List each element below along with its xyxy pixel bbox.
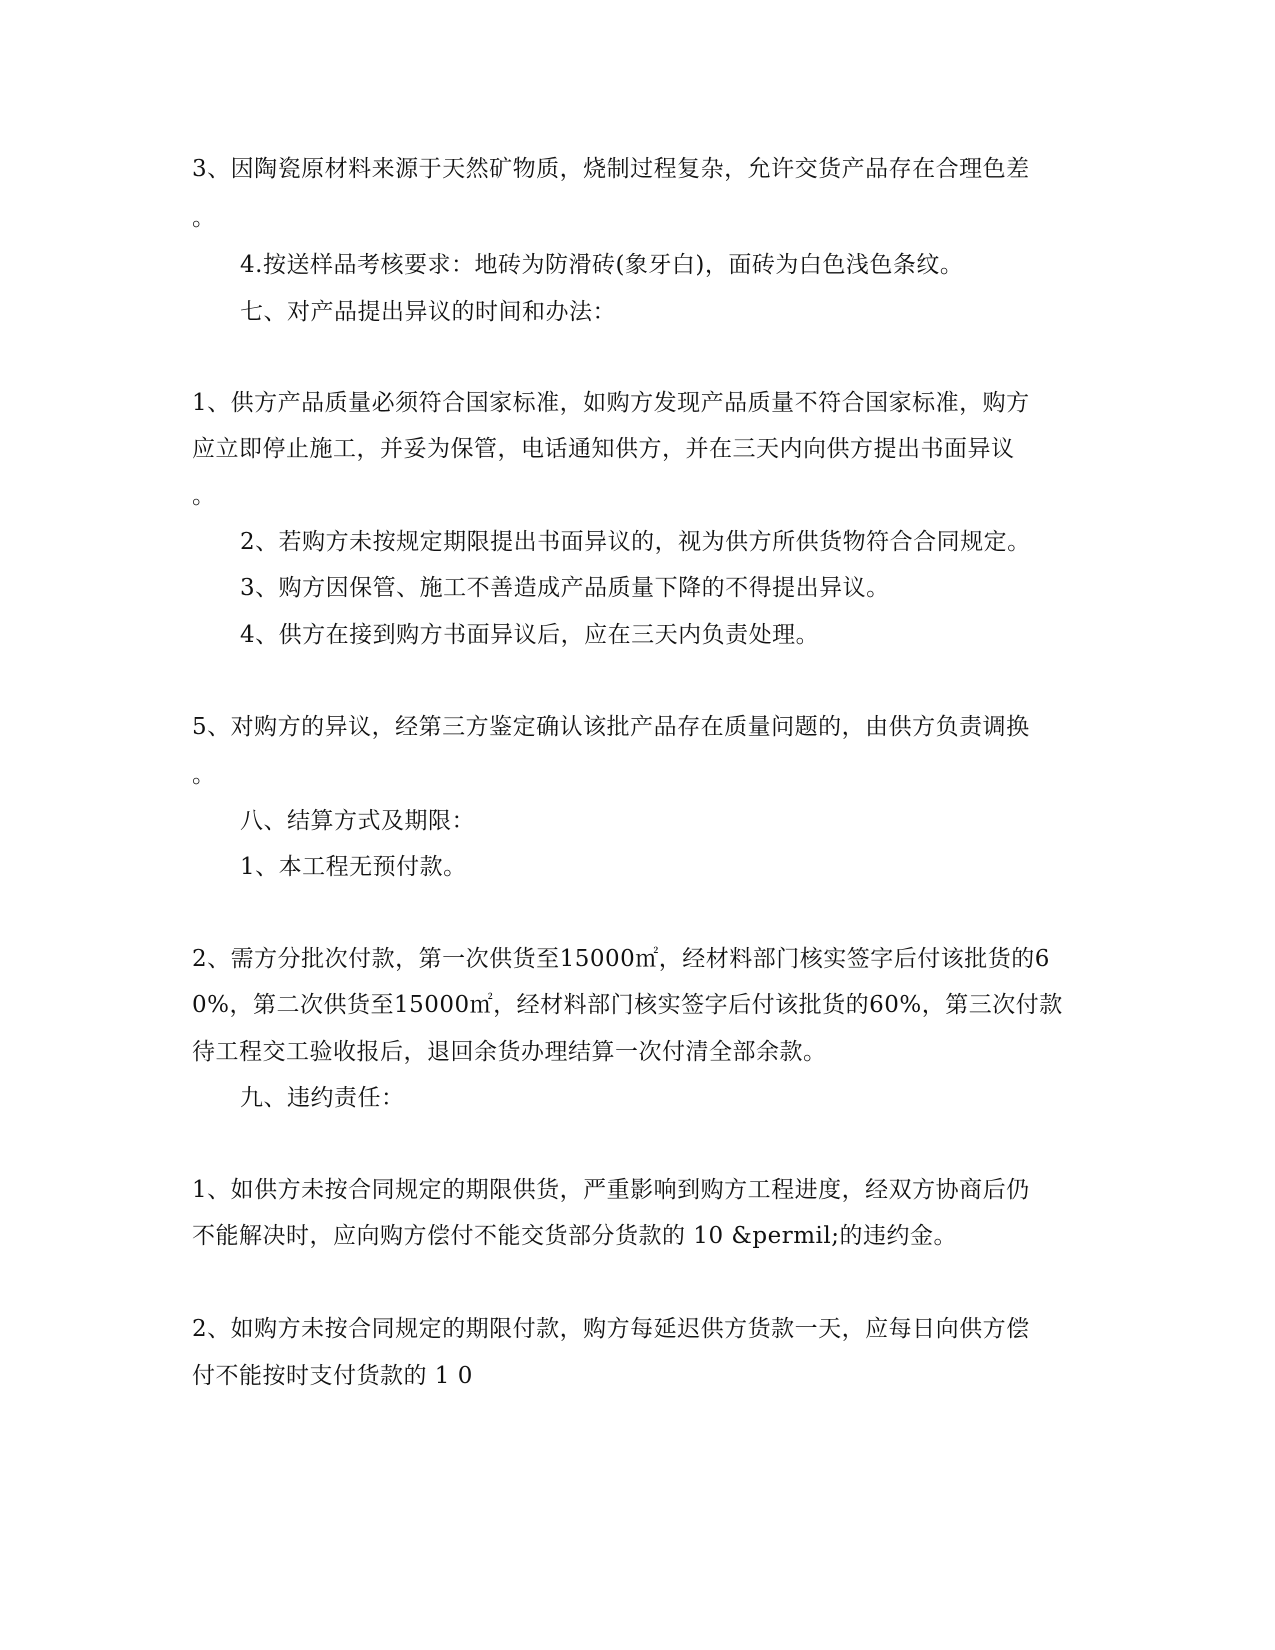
paragraph-line: 2、若购方未按规定期限提出书面异议的，视为供方所供货物符合合同规定。: [240, 529, 1031, 555]
paragraph-line: 1、如供方未按合同规定的期限供货，严重影响到购方工程进度，经双方协商后仍: [192, 1177, 1030, 1203]
section-heading: 九、违约责任：: [240, 1085, 405, 1111]
paragraph-line: 4、供方在接到购方书面异议后，应在三天内负责处理。: [240, 622, 820, 648]
paragraph-line: 1、供方产品质量必须符合国家标准，如购方发现产品质量不符合国家标准，购方: [192, 390, 1030, 416]
paragraph-line: 5、对购方的异议，经第三方鉴定确认该批产品存在质量问题的，由供方负责调换: [192, 714, 1030, 740]
paragraph-line: 。: [192, 483, 216, 509]
paragraph-line: 2、如购方未按合同规定的期限付款，购方每延迟供方货款一天，应每日向供方偿: [192, 1316, 1030, 1342]
paragraph-line: 2、需方分批次付款，第一次供货至15000㎡，经材料部门核实签字后付该批货的6: [192, 946, 1050, 972]
section-heading: 八、结算方式及期限：: [240, 808, 475, 834]
paragraph-line: 0%，第二次供货至15000㎡，经材料部门核实签字后付该批货的60%，第三次付款: [192, 992, 1063, 1018]
paragraph-line: 待工程交工验收报后，退回余货办理结算一次付清全部余款。: [192, 1039, 827, 1065]
paragraph-line: 。: [192, 205, 216, 231]
paragraph-line: 付不能按时支付货款的 1 0: [192, 1363, 473, 1389]
paragraph-line: 3、购方因保管、施工不善造成产品质量下降的不得提出异议。: [240, 575, 890, 601]
paragraph-line: 1、本工程无预付款。: [240, 854, 467, 880]
section-heading: 七、对产品提出异议的时间和办法：: [240, 299, 616, 325]
paragraph-line: 不能解决时，应向购方偿付不能交货部分货款的 10 &permil;的违约金。: [192, 1223, 957, 1249]
paragraph-line: 4.按送样品考核要求：地砖为防滑砖(象牙白)，面砖为白色浅色条纹。: [240, 252, 964, 278]
paragraph-line: 3、因陶瓷原材料来源于天然矿物质，烧制过程复杂，允许交货产品存在合理色差: [192, 156, 1030, 182]
paragraph-line: 。: [192, 762, 216, 788]
paragraph-line: 应立即停止施工，并妥为保管，电话通知供方，并在三天内向供方提出书面异议: [192, 436, 1015, 462]
